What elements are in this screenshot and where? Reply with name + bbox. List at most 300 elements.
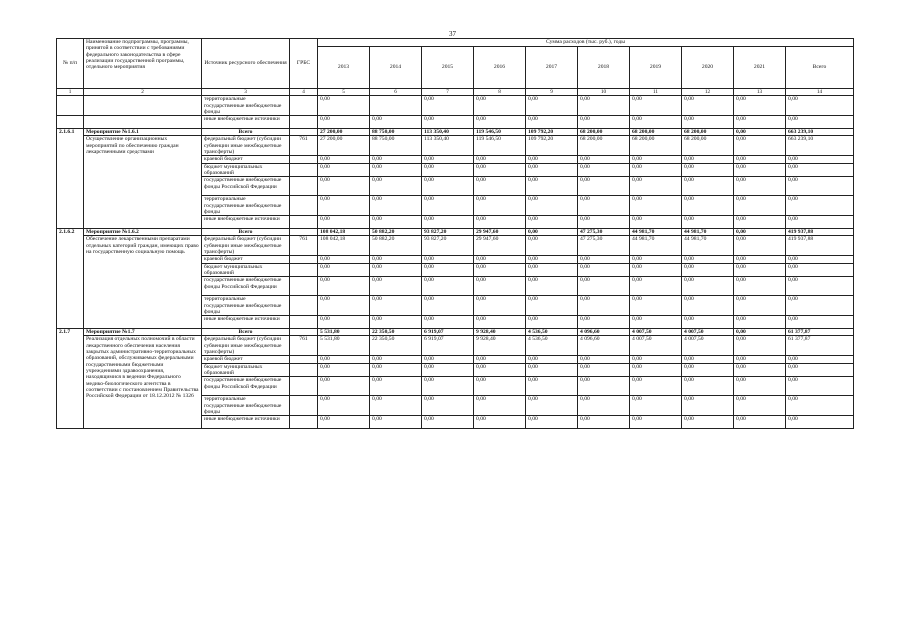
column-number: 8 <box>474 89 526 96</box>
value-cell: 0,00 <box>682 316 734 329</box>
row-number: 2.1.6.1 <box>57 129 84 229</box>
value-cell: 50 882,20 <box>370 236 422 256</box>
value-cell: 0,00 <box>318 296 370 316</box>
value-cell: 0,00 <box>318 163 370 177</box>
grbs-cell <box>290 356 318 363</box>
value-cell: 0,00 <box>786 296 854 316</box>
value-cell: 0,00 <box>318 216 370 229</box>
value-cell: 0,00 <box>630 277 682 296</box>
grbs-cell <box>290 416 318 429</box>
value-cell: 0,00 <box>422 156 474 163</box>
source-cell: краевой бюджет <box>202 256 290 263</box>
table-row <box>57 136 854 156</box>
grbs-cell <box>290 256 318 263</box>
value-cell: 0,00 <box>370 316 422 329</box>
value-cell: 0,00 <box>370 296 422 316</box>
value-cell: 44 981,70 <box>630 236 682 256</box>
value-cell: 4 536,50 <box>526 336 578 356</box>
name-cell <box>84 96 202 116</box>
value-cell: 119 546,50 <box>474 136 526 156</box>
total-value-cell: 663 239,10 <box>786 129 854 136</box>
source-cell: краевой бюджет <box>202 356 290 363</box>
header-grbs: ГРБС <box>290 39 318 89</box>
value-cell: 0,00 <box>786 216 854 229</box>
value-cell: 0,00 <box>682 116 734 129</box>
value-cell: 0,00 <box>318 396 370 416</box>
total-value-cell: 5 531,80 <box>318 329 370 336</box>
value-cell: 0,00 <box>578 216 630 229</box>
value-cell: 0,00 <box>474 356 526 363</box>
value-cell: 0,00 <box>786 263 854 277</box>
value-cell: 93 827,20 <box>422 236 474 256</box>
source-cell: краевой бюджет <box>202 156 290 163</box>
value-cell: 0,00 <box>422 316 474 329</box>
source-cell: бюджет муниципальных образований <box>202 363 290 377</box>
value-cell: 0,00 <box>370 396 422 416</box>
value-cell: 0,00 <box>578 363 630 377</box>
value-cell: 0,00 <box>734 96 786 116</box>
source-cell: иные внебюджетные источники <box>202 316 290 329</box>
total-value-cell: 61 377,87 <box>786 329 854 336</box>
value-cell: 0,00 <box>578 416 630 429</box>
value-cell: 27 200,00 <box>318 136 370 156</box>
value-cell: 0,00 <box>370 377 422 396</box>
source-total-label: Всего <box>202 129 290 136</box>
value-cell: 0,00 <box>578 177 630 196</box>
value-cell: 0,00 <box>682 256 734 263</box>
value-cell: 0,00 <box>422 377 474 396</box>
column-number: 10 <box>578 89 630 96</box>
value-cell: 0,00 <box>578 356 630 363</box>
grbs-cell: 761 <box>290 236 318 256</box>
value-cell: 0,00 <box>526 177 578 196</box>
value-cell: 29 947,60 <box>474 236 526 256</box>
value-cell: 0,00 <box>526 277 578 296</box>
name-cell <box>84 116 202 129</box>
source-total-label: Всего <box>202 329 290 336</box>
num-cell <box>57 96 84 116</box>
value-cell: 0,00 <box>682 177 734 196</box>
value-cell: 0,00 <box>318 256 370 263</box>
column-number: 11 <box>630 89 682 96</box>
value-cell: 0,00 <box>578 96 630 116</box>
total-value-cell: 0,00 <box>734 129 786 136</box>
total-value-cell: 4 536,50 <box>526 329 578 336</box>
total-value-cell: 4 096,60 <box>578 329 630 336</box>
value-cell: 0,00 <box>630 263 682 277</box>
measure-title: Мероприятие №1.6.2 <box>84 229 202 236</box>
value-cell: 0,00 <box>786 277 854 296</box>
value-cell: 0,00 <box>422 163 474 177</box>
value-cell: 0,00 <box>578 316 630 329</box>
year-header: 2017 <box>526 47 578 89</box>
value-cell: 0,00 <box>630 296 682 316</box>
value-cell: 0,00 <box>526 356 578 363</box>
source-cell: бюджет муниципальных образований <box>202 163 290 177</box>
value-cell: 0,00 <box>526 396 578 416</box>
value-cell: 0,00 <box>630 416 682 429</box>
value-cell: 0,00 <box>734 256 786 263</box>
value-cell: 0,00 <box>734 177 786 196</box>
value-cell: 0,00 <box>474 296 526 316</box>
value-cell: 0,00 <box>786 416 854 429</box>
year-header: 2015 <box>422 47 474 89</box>
num-cell <box>57 116 84 129</box>
table-row <box>57 96 854 116</box>
value-cell: 0,00 <box>734 116 786 129</box>
year-header: 2019 <box>630 47 682 89</box>
value-cell: 0,00 <box>682 263 734 277</box>
value-cell: 113 350,40 <box>422 136 474 156</box>
total-value-cell: 109 792,20 <box>526 129 578 136</box>
value-cell: 0,00 <box>526 96 578 116</box>
measure-description: Обеспечение лекарственными препаратами отдельных категорий граждан, имеющих право на государственную социальную помощь <box>84 236 202 329</box>
measure-title: Мероприятие №1.6.1 <box>84 129 202 136</box>
value-cell: 68 200,00 <box>682 136 734 156</box>
value-cell: 0,00 <box>682 363 734 377</box>
value-cell: 0,00 <box>734 263 786 277</box>
value-cell: 0,00 <box>474 277 526 296</box>
value-cell: 0,00 <box>474 256 526 263</box>
value-cell: 663 239,10 <box>786 136 854 156</box>
source-cell: территориальные государственные внебюджетные фонды <box>202 96 290 116</box>
value-cell: 0,00 <box>318 377 370 396</box>
value-cell: 0,00 <box>786 377 854 396</box>
source-cell: иные внебюджетные источники <box>202 116 290 129</box>
total-value-cell: 0,00 <box>734 329 786 336</box>
value-cell: 0,00 <box>734 216 786 229</box>
source-cell: федеральный бюджет (субсидии субвенции иные межбюджетные трансферты) <box>202 336 290 356</box>
value-cell: 88 750,00 <box>370 136 422 156</box>
value-cell: 0,00 <box>786 96 854 116</box>
source-cell: государственные внебюджетные фонды Российской Федерации <box>202 377 290 396</box>
value-cell: 0,00 <box>318 156 370 163</box>
header-num: № п/п <box>57 39 84 89</box>
total-value-cell: 27 200,00 <box>318 129 370 136</box>
column-number: 7 <box>422 89 474 96</box>
value-cell: 0,00 <box>578 377 630 396</box>
value-cell: 0,00 <box>786 177 854 196</box>
value-cell: 0,00 <box>786 163 854 177</box>
year-header: 2020 <box>682 47 734 89</box>
value-cell: 0,00 <box>682 96 734 116</box>
value-cell: 0,00 <box>526 256 578 263</box>
column-number: 3 <box>202 89 290 96</box>
value-cell: 0,00 <box>734 356 786 363</box>
value-cell: 0,00 <box>578 156 630 163</box>
value-cell: 0,00 <box>526 263 578 277</box>
total-value-cell: 419 937,88 <box>786 229 854 236</box>
value-cell: 0,00 <box>630 216 682 229</box>
value-cell: 0,00 <box>734 277 786 296</box>
value-cell: 0,00 <box>370 156 422 163</box>
column-number: 13 <box>734 89 786 96</box>
value-cell: 44 981,70 <box>682 236 734 256</box>
group-total-row <box>57 129 854 136</box>
value-cell: 0,00 <box>630 316 682 329</box>
group-total-row <box>57 329 854 336</box>
total-value-cell: 47 275,30 <box>578 229 630 236</box>
value-cell: 0,00 <box>630 156 682 163</box>
value-cell: 0,00 <box>474 216 526 229</box>
grbs-cell <box>290 229 318 236</box>
value-cell: 61 377,87 <box>786 336 854 356</box>
grbs-cell <box>290 96 318 116</box>
value-cell: 0,00 <box>474 196 526 216</box>
grbs-cell <box>290 177 318 196</box>
value-cell: 0,00 <box>630 396 682 416</box>
value-cell: 0,00 <box>422 416 474 429</box>
value-cell: 5 531,80 <box>318 336 370 356</box>
column-number: 5 <box>318 89 370 96</box>
source-cell: территориальные государственные внебюджетные фонды <box>202 296 290 316</box>
value-cell: 0,00 <box>370 416 422 429</box>
value-cell: 0,00 <box>422 177 474 196</box>
value-cell: 0,00 <box>526 236 578 256</box>
year-header: 2021 <box>734 47 786 89</box>
column-number: 6 <box>370 89 422 96</box>
value-cell: 0,00 <box>630 116 682 129</box>
value-cell: 0,00 <box>370 177 422 196</box>
grbs-cell <box>290 116 318 129</box>
grbs-cell <box>290 129 318 136</box>
year-header: 2013 <box>318 47 370 89</box>
value-cell: 0,00 <box>786 316 854 329</box>
group-total-row <box>57 229 854 236</box>
value-cell: 0,00 <box>578 277 630 296</box>
source-cell: государственные внебюджетные фонды Российской Федерации <box>202 177 290 196</box>
value-cell: 0,00 <box>682 156 734 163</box>
measure-description: Реализация отдельных полномочий в области лекарственного обеспечения населения закрытых административно-территориальных образований, обслуживаемых федеральными государственными бюджетными учреждениями здравоохранения, находящимися в ведении Федерального медико-биологического агентства в соответствии с постановлением Правительства Российской Федерации от 18.12.2012 № 1326 <box>84 336 202 429</box>
value-cell <box>370 96 422 116</box>
value-cell: 0,00 <box>630 177 682 196</box>
grbs-cell <box>290 396 318 416</box>
value-cell: 0,00 <box>630 377 682 396</box>
value-cell: 0,00 <box>734 316 786 329</box>
value-cell: 0,00 <box>474 263 526 277</box>
page-number: 37 <box>449 30 456 38</box>
value-cell: 0,00 <box>318 96 370 116</box>
header-source: Источник ресурсного обеспечения <box>202 39 290 89</box>
value-cell: 68 200,00 <box>630 136 682 156</box>
value-cell: 9 928,40 <box>474 336 526 356</box>
value-cell: 0,00 <box>422 396 474 416</box>
value-cell: 0,00 <box>578 263 630 277</box>
grbs-cell <box>290 263 318 277</box>
value-cell: 47 275,30 <box>578 236 630 256</box>
column-number: 9 <box>526 89 578 96</box>
value-cell: 0,00 <box>422 196 474 216</box>
budget-table <box>56 38 854 429</box>
grbs-cell: 761 <box>290 336 318 356</box>
value-cell: 0,00 <box>474 156 526 163</box>
value-cell: 0,00 <box>630 96 682 116</box>
value-cell: 0,00 <box>474 96 526 116</box>
value-cell: 0,00 <box>630 163 682 177</box>
value-cell: 0,00 <box>422 277 474 296</box>
value-cell: 0,00 <box>578 116 630 129</box>
value-cell: 0,00 <box>578 163 630 177</box>
value-cell: 0,00 <box>526 156 578 163</box>
value-cell: 0,00 <box>526 316 578 329</box>
value-cell: 0,00 <box>682 416 734 429</box>
value-cell: 0,00 <box>682 216 734 229</box>
grbs-cell <box>290 329 318 336</box>
value-cell: 0,00 <box>786 356 854 363</box>
total-value-cell: 0,00 <box>734 229 786 236</box>
value-cell: 0,00 <box>474 116 526 129</box>
value-cell: 0,00 <box>682 396 734 416</box>
value-cell: 0,00 <box>318 416 370 429</box>
value-cell: 4 096,60 <box>578 336 630 356</box>
value-cell: 0,00 <box>734 296 786 316</box>
grbs-cell <box>290 296 318 316</box>
value-cell: 0,00 <box>526 216 578 229</box>
value-cell: 419 937,88 <box>786 236 854 256</box>
source-cell: федеральный бюджет (субсидии субвенции иные межбюджетные трансферты) <box>202 136 290 156</box>
source-cell: бюджет муниципальных образований <box>202 263 290 277</box>
total-value-cell: 4 007,50 <box>682 329 734 336</box>
table-row <box>57 336 854 356</box>
value-cell: 0,00 <box>526 296 578 316</box>
column-number: 2 <box>84 89 202 96</box>
value-cell: 0,00 <box>474 163 526 177</box>
total-value-cell: 22 350,50 <box>370 329 422 336</box>
value-cell: 68 200,00 <box>578 136 630 156</box>
value-cell: 0,00 <box>422 96 474 116</box>
value-cell: 0,00 <box>682 377 734 396</box>
value-cell: 0,00 <box>682 163 734 177</box>
value-cell: 0,00 <box>370 116 422 129</box>
value-cell: 0,00 <box>318 277 370 296</box>
year-header: Всего <box>786 47 854 89</box>
total-value-cell: 4 007,50 <box>630 329 682 336</box>
value-cell: 0,00 <box>370 356 422 363</box>
value-cell: 0,00 <box>630 196 682 216</box>
value-cell: 0,00 <box>318 316 370 329</box>
total-value-cell: 68 200,00 <box>682 129 734 136</box>
value-cell: 0,00 <box>786 256 854 263</box>
measure-title: Мероприятие №1.7 <box>84 329 202 336</box>
value-cell: 0,00 <box>578 196 630 216</box>
value-cell: 0,00 <box>526 416 578 429</box>
value-cell: 0,00 <box>422 216 474 229</box>
value-cell: 0,00 <box>786 363 854 377</box>
value-cell: 0,00 <box>786 196 854 216</box>
value-cell: 22 350,50 <box>370 336 422 356</box>
measure-description: Осуществление организационных мероприятий по обеспечению граждан лекарственными средствами <box>84 136 202 229</box>
value-cell: 0,00 <box>370 263 422 277</box>
total-value-cell: 44 981,70 <box>630 229 682 236</box>
value-cell: 0,00 <box>318 196 370 216</box>
total-value-cell: 9 928,40 <box>474 329 526 336</box>
value-cell: 0,00 <box>370 277 422 296</box>
value-cell: 6 919,07 <box>422 336 474 356</box>
year-header: 2014 <box>370 47 422 89</box>
value-cell: 0,00 <box>786 156 854 163</box>
value-cell: 0,00 <box>370 256 422 263</box>
table-row <box>57 116 854 129</box>
value-cell: 0,00 <box>526 363 578 377</box>
grbs-cell <box>290 316 318 329</box>
value-cell: 0,00 <box>422 363 474 377</box>
grbs-cell <box>290 377 318 396</box>
source-total-label: Всего <box>202 229 290 236</box>
total-value-cell: 50 882,20 <box>370 229 422 236</box>
value-cell: 0,00 <box>474 316 526 329</box>
column-number: 14 <box>786 89 854 96</box>
total-value-cell: 93 827,20 <box>422 229 474 236</box>
column-number: 1 <box>57 89 84 96</box>
grbs-cell <box>290 216 318 229</box>
value-cell: 0,00 <box>422 256 474 263</box>
value-cell: 0,00 <box>422 263 474 277</box>
total-value-cell: 68 200,00 <box>578 129 630 136</box>
total-value-cell: 119 546,50 <box>474 129 526 136</box>
value-cell: 0,00 <box>734 136 786 156</box>
value-cell: 0,00 <box>370 163 422 177</box>
source-cell: федеральный бюджет (субсидии субвенции иные межбюджетные трансферты) <box>202 236 290 256</box>
value-cell: 0,00 <box>734 236 786 256</box>
value-cell: 0,00 <box>734 156 786 163</box>
value-cell: 0,00 <box>318 116 370 129</box>
total-value-cell: 113 350,40 <box>422 129 474 136</box>
value-cell: 0,00 <box>474 416 526 429</box>
grbs-cell <box>290 277 318 296</box>
value-cell: 0,00 <box>682 196 734 216</box>
value-cell: 0,00 <box>318 356 370 363</box>
grbs-cell <box>290 196 318 216</box>
value-cell: 0,00 <box>422 356 474 363</box>
total-value-cell: 108 042,18 <box>318 229 370 236</box>
grbs-cell: 761 <box>290 136 318 156</box>
value-cell: 0,00 <box>318 177 370 196</box>
grbs-cell <box>290 156 318 163</box>
table-row <box>57 236 854 256</box>
source-cell: иные внебюджетные источники <box>202 216 290 229</box>
year-header: 2016 <box>474 47 526 89</box>
value-cell: 0,00 <box>422 296 474 316</box>
value-cell: 0,00 <box>474 177 526 196</box>
value-cell: 0,00 <box>474 363 526 377</box>
value-cell: 0,00 <box>734 336 786 356</box>
value-cell: 0,00 <box>474 396 526 416</box>
source-cell: территориальные государственные внебюджетные фонды <box>202 396 290 416</box>
value-cell: 0,00 <box>630 356 682 363</box>
total-value-cell: 6 919,07 <box>422 329 474 336</box>
row-number: 2.1.6.2 <box>57 229 84 329</box>
value-cell: 0,00 <box>474 377 526 396</box>
total-value-cell: 0,00 <box>526 229 578 236</box>
value-cell: 0,00 <box>682 356 734 363</box>
value-cell: 0,00 <box>370 216 422 229</box>
value-cell: 0,00 <box>526 163 578 177</box>
value-cell: 109 792,20 <box>526 136 578 156</box>
total-value-cell: 88 750,00 <box>370 129 422 136</box>
value-cell: 4 007,50 <box>682 336 734 356</box>
value-cell: 0,00 <box>318 263 370 277</box>
value-cell: 0,00 <box>734 377 786 396</box>
value-cell: 0,00 <box>422 116 474 129</box>
value-cell: 0,00 <box>578 296 630 316</box>
value-cell: 0,00 <box>370 363 422 377</box>
row-number: 2.1.7 <box>57 329 84 429</box>
value-cell: 0,00 <box>630 363 682 377</box>
column-number: 12 <box>682 89 734 96</box>
source-cell: иные внебюджетные источники <box>202 416 290 429</box>
value-cell: 0,00 <box>630 256 682 263</box>
column-number: 4 <box>290 89 318 96</box>
